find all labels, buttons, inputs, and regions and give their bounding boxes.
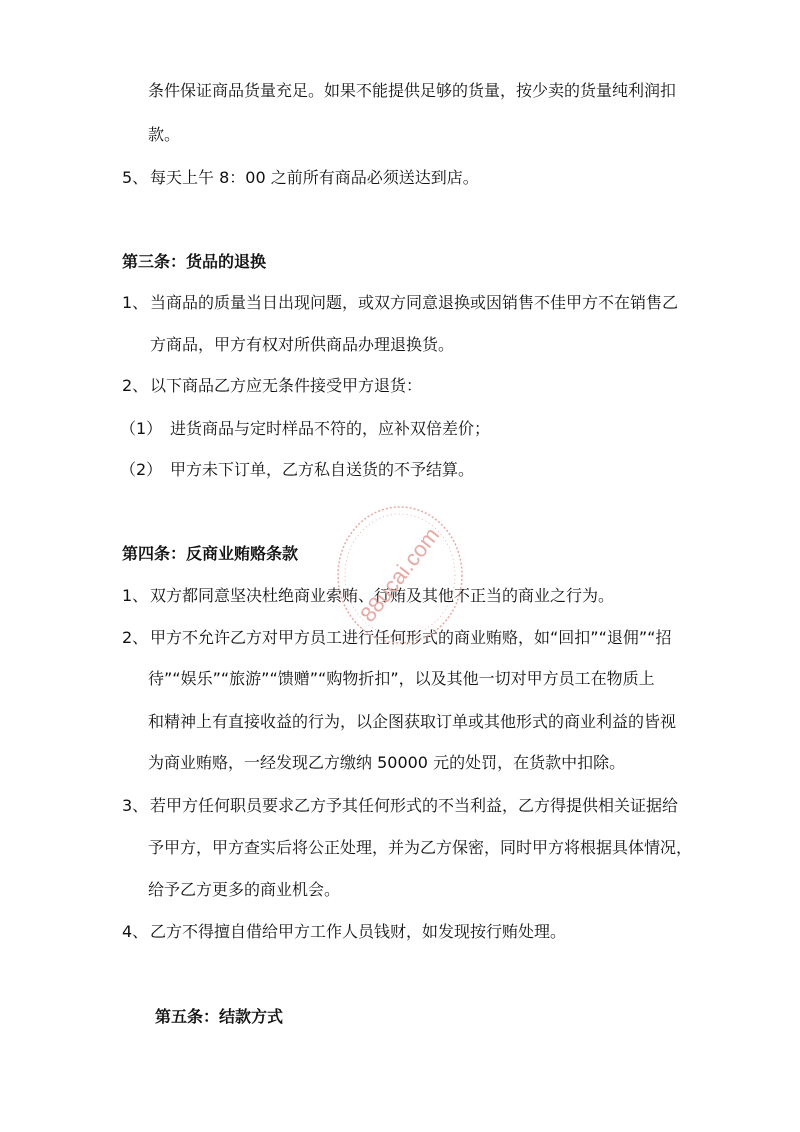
list-item-3 bbox=[122, 795, 678, 817]
sub-item-1 bbox=[120, 418, 490, 440]
list-number: 1、 bbox=[122, 293, 149, 312]
list-item-4 bbox=[122, 921, 566, 943]
list-text: 双方都同意坚决杜绝商业索贿、行贿及其他不正当的商业之行为。 bbox=[150, 586, 615, 605]
section-heading-3: 第三条：货品的退换 bbox=[122, 252, 267, 271]
list-text: 每天上午 8：00 之前所有商品必须送达到店。 bbox=[150, 168, 479, 187]
list-text: 乙方不得擅自借给甲方工作人员钱财，如发现按行贿处理。 bbox=[150, 922, 567, 941]
section-heading-4: 第四条：反商业贿赂条款 bbox=[122, 544, 299, 563]
list-number: 3、 bbox=[122, 796, 149, 815]
list-item-5 bbox=[122, 167, 479, 189]
paragraph-line: 为商业贿赂，一经发现乙方缴纳 50000 元的处罚，在货款中扣除。 bbox=[148, 753, 626, 772]
list-text: 以下商品乙方应无条件接受甲方退货： bbox=[150, 376, 423, 395]
paragraph-line: 待”“娱乐”“旅游”“馈赠”“购物折扣”，以及其他一切对甲方员工在物质上 bbox=[148, 669, 655, 688]
paragraph-line: 给予乙方更多的商业机会。 bbox=[148, 880, 341, 899]
list-number: 2、 bbox=[122, 628, 149, 647]
paragraph-line: 款。 bbox=[148, 125, 181, 144]
list-text: 进货商品与定时样品不符的，应补双倍差价； bbox=[170, 419, 491, 438]
paragraph-line: 予甲方，甲方查实后将公正处理，并为乙方保密，同时甲方将根据具体情况， bbox=[148, 838, 693, 857]
list-number: （1） bbox=[120, 419, 163, 438]
list-item-1 bbox=[122, 292, 678, 314]
list-item-2 bbox=[122, 375, 422, 397]
list-text: 若甲方任何职员要求乙方予其任何形式的不当利益，乙方得提供相关证据给 bbox=[150, 796, 679, 815]
paragraph-line: 条件保证商品货量充足。如果不能提供足够的货量，按少卖的货量纯利润扣 bbox=[148, 81, 677, 100]
paragraph-line: 和精神上有直接收益的行为，以企图获取订单或其他形式的商业利益的皆视 bbox=[148, 712, 677, 731]
paragraph-line: 方商品，甲方有权对所供商品办理退换货。 bbox=[150, 335, 455, 354]
list-number: 5、 bbox=[122, 168, 149, 187]
list-number: （2） bbox=[120, 460, 163, 479]
list-number: 4、 bbox=[122, 922, 149, 941]
watermark-stamp bbox=[330, 500, 470, 650]
list-text: 甲方未下订单，乙方私自送货的不予结算。 bbox=[170, 460, 475, 479]
list-number: 2、 bbox=[122, 376, 149, 395]
list-text: 甲方不允许乙方对甲方员工进行任何形式的商业贿赂，如“回扣”“退佣”“招 bbox=[150, 628, 672, 647]
list-number: 1、 bbox=[122, 586, 149, 605]
watermark-text: 88ucai.com bbox=[355, 522, 445, 627]
sub-item-2 bbox=[120, 459, 474, 481]
section-heading-5: 第五条：结款方式 bbox=[155, 1007, 284, 1026]
list-text: 当商品的质量当日出现问题，或双方同意退换或因销售不佳甲方不在销售乙 bbox=[150, 293, 679, 312]
